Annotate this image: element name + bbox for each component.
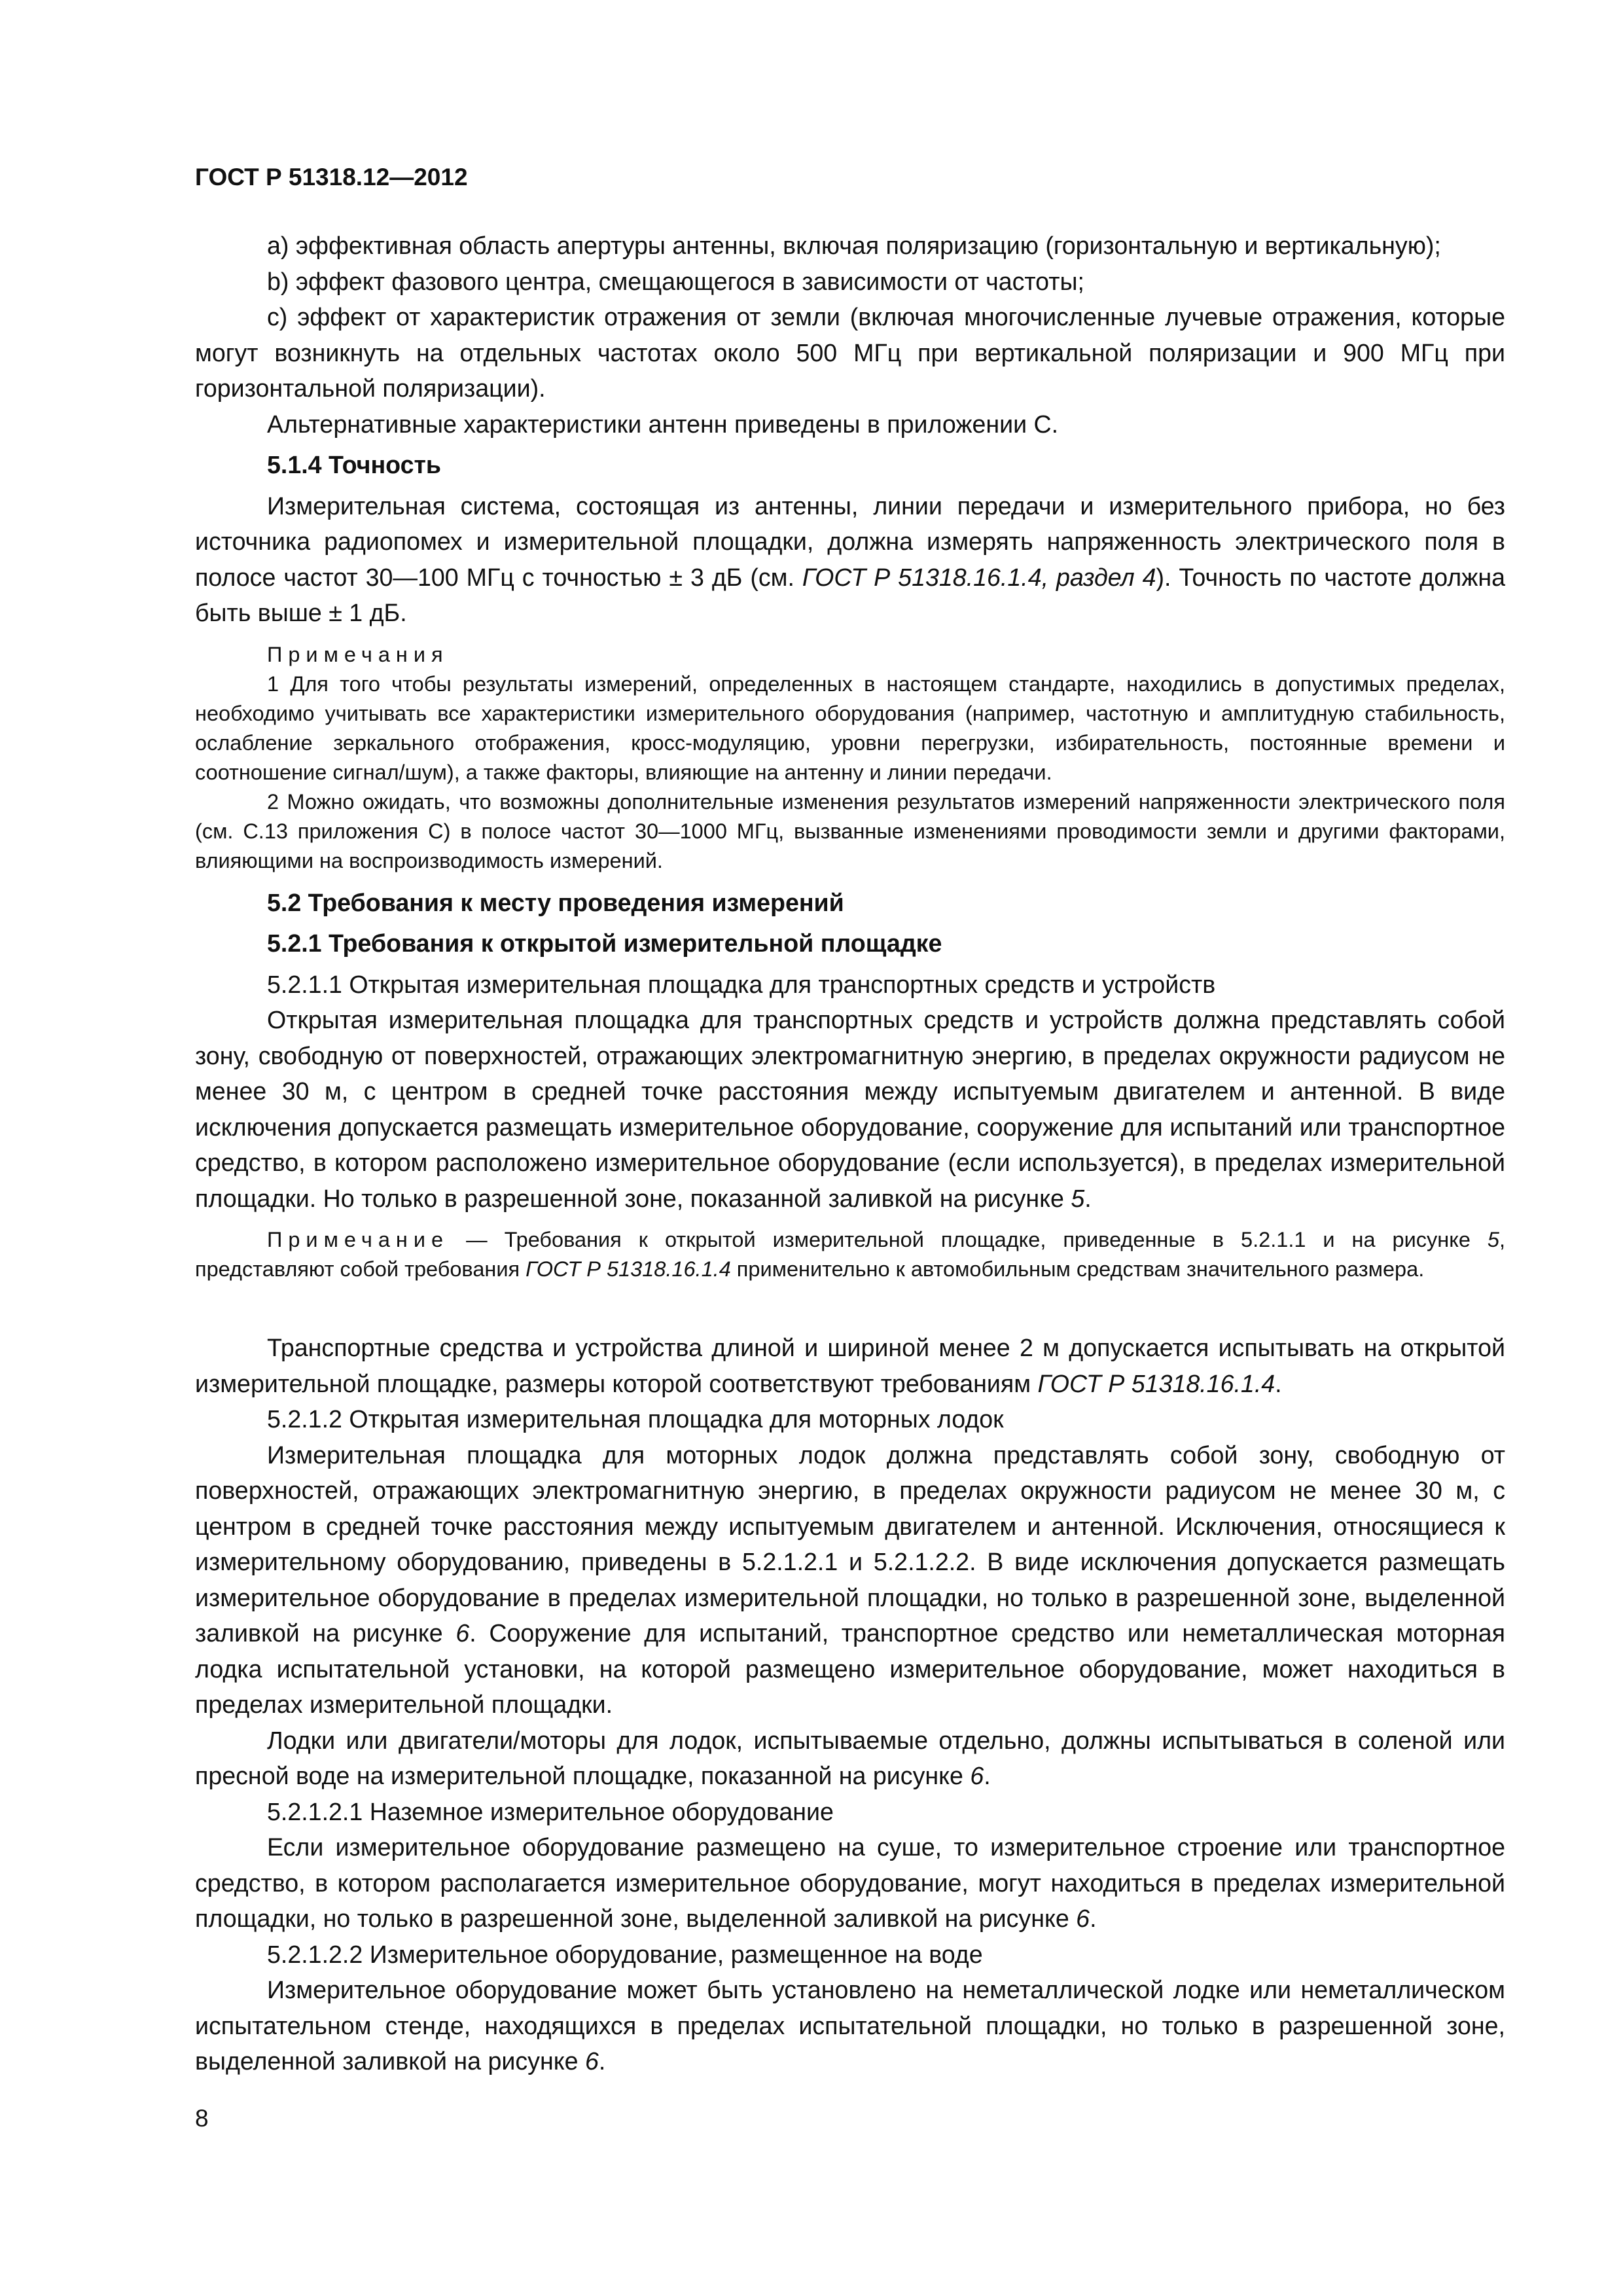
heading-5-1-4: 5.1.4 Точность (267, 451, 441, 478)
accuracy-text-b: ). Точность по частоте должна быть выше ± 1 дБ. (195, 563, 1505, 626)
boats-figure-ref: 6 (970, 1762, 984, 1789)
paragraph-5-2-1-2 (195, 1437, 1505, 1723)
paragraph-5-2-1-2-2 (195, 1972, 1505, 2079)
p5212-figure-ref: 6 (455, 1619, 470, 1647)
p5211-text-a: Открытая измерительная площадка для транспортных средств и устройств должна представлять собой зону, свободную от поверхностей, отражающих электромагнитную энергию, в пределах окружности радиусом не менее 30 м, с центром в средней точке расстояния между испытуемым двигателем и антенной. В виде исключения допускается размещать измерительное оборудование, сооружение для испытаний или транспортное средство, в котором расположено измерительное оборудование (если используется), в пределах измерительной площадки. Но только в разрешенной зоне, показанной заливкой на рисунке (195, 1006, 1505, 1212)
boats-text-b: . (984, 1762, 991, 1789)
note-3 (195, 1225, 1505, 1284)
page-number: 8 (195, 2105, 209, 2132)
p52122-text-a: Измерительное оборудование может быть установлено на неметаллической лодке или неметаллическом испытательном стенде, находящихся в пределах испытательной площадки, но только в разрешенной зоне, выделенной заливкой на рисунке (195, 1976, 1505, 2075)
p52121-figure-ref: 6 (1076, 1905, 1090, 1932)
note-3-text-c: применительно к автомобильным средствам значительного размера. (730, 1257, 1425, 1281)
accuracy-text-a: Измерительная система, состоящая из антенны, линии передачи и измерительного прибора, но без источника радиопомех и измерительной площадки, должна измерять напряженность электрического поля в полосе частот 30—100 МГц с точностью ± 3 дБ (см. (195, 492, 1505, 591)
note-3-label: Примечание (267, 1228, 450, 1251)
p5212-text-b: . Сооружение для испытаний, транспортное средство или неметаллическая моторная лодка испытательной установки, на которой размещено измерительное оборудование, может находиться в пределах измерительной площадки. (195, 1619, 1505, 1718)
notes-title: Примечания (267, 642, 449, 666)
p52121-text-b: . (1090, 1905, 1097, 1932)
heading-5-2-1-2-2: 5.2.1.2.2 Измерительное оборудование, размещенное на воде (267, 1940, 983, 1968)
p5212-text-a: Измерительная площадка для моторных лодок должна представлять собой зону, свободную от поверхностей, отражающих электромагнитную энергию, в пределах окружности радиусом не менее 30 м, с центром в средней точке расстояния между испытуемым двигателем и антенной. Исключения, относящиеся к измерительному оборудованию, приведены в 5.2.1.2.1 и 5.2.1.2.2. В виде исключения допускается размещать измерительное оборудование в пределах измерительной площадки, но только в разрешенной зоне, выделенной заливкой на рисунке (195, 1441, 1505, 1647)
heading-5-2-1: 5.2.1 Требования к открытой измерительной площадке (267, 929, 942, 957)
paragraph-5-2-1-2-1 (195, 1829, 1505, 1937)
note-block-single (195, 1225, 1505, 1284)
accuracy-ref: ГОСТ Р 51318.16.1.4, раздел 4 (802, 563, 1156, 591)
small-standard-ref: ГОСТ Р 51318.16.1.4 (1037, 1369, 1275, 1397)
p52121-text-a: Если измерительное оборудование размещено на суше, то измерительное строение или транспортное средство, в котором располагается измерительное оборудование, могут находиться в пределах измерительной площадки, но только в разрешенной зоне, выделенной заливкой на рисунке (195, 1833, 1505, 1932)
document-body (195, 228, 1505, 2079)
heading-5-2-1-2: 5.2.1.2 Открытая измерительная площадка для моторных лодок (267, 1405, 1004, 1433)
heading-5-2-1-2-1: 5.2.1.2.1 Наземное измерительное оборудование (267, 1797, 834, 1825)
paragraph-5-2-1-1 (195, 1002, 1505, 1216)
boats-text-a: Лодки или двигатели/моторы для лодок, испытываемые отдельно, должны испытываться в соленой или пресной воде на измерительной площадке, показанной на рисунке (195, 1726, 1505, 1789)
small-text-b: . (1275, 1369, 1282, 1397)
alt-characteristics: Альтернативные характеристики антенн приведены в приложении С. (267, 410, 1059, 438)
standard-header: ГОСТ Р 51318.12—2012 (195, 164, 468, 190)
p5211-text-b: . (1084, 1184, 1092, 1212)
p52122-figure-ref: 6 (584, 2047, 599, 2075)
list-item-c: с) эффект от характеристик отражения от земли (включая многочисленные лучевые отражения, которые могут возникнуть на отдельных частотах около 500 МГц при вертикальной поляризации и 900 МГц при горизонтальной поляризации). (195, 303, 1505, 402)
heading-5-2-1-1: 5.2.1.1 Открытая измерительная площадка для транспортных средств и устройств (267, 970, 1216, 998)
spacer (195, 1293, 1505, 1330)
note-2: 2 Можно ожидать, что возможны дополнительные изменения результатов измерений напряженности электрического поля (см. С.13 приложения С) в полосе частот 30—1000 МГц, вызванные изменениями проводимости земли и другими факторами, влияющими на воспроизводимость измерений. (195, 789, 1505, 872)
notes-block (195, 640, 1505, 876)
p5211-figure-ref: 5 (1071, 1184, 1085, 1212)
note-3-figure-ref: 5 (1487, 1228, 1499, 1251)
heading-5-2: 5.2 Требования к месту проведения измерений (267, 888, 844, 916)
paragraph-boats (195, 1723, 1505, 1794)
note-1: 1 Для того чтобы результаты измерений, определенных в настоящем стандарте, находились в допустимых пределах, необходимо учитывать все характеристики измерительного оборудования (например, частотную и амплитудную стабильность, ослабление зеркального отображения, кросс-модуляцию, уровни перегрузки, избирательность, постоянные времени и соотношение сигнал/шум), а также факторы, влияющие на антенну и линии передачи. (195, 672, 1505, 784)
list-item-a: а) эффективная область апертуры антенны, включая поляризацию (горизонтальную и вертикальную); (267, 232, 1441, 259)
p52122-text-b: . (598, 2047, 606, 2075)
note-3-text-b: , представляют собой требования (195, 1228, 1505, 1281)
note-3-standard-ref: ГОСТ Р 51318.16.1.4 (526, 1257, 731, 1281)
paragraph-small-vehicles (195, 1330, 1505, 1401)
paragraph-accuracy (195, 488, 1505, 631)
list-item-b: b) эффект фазового центра, смещающегося в зависимости от частоты; (267, 267, 1084, 295)
small-text-a: Транспортные средства и устройства длиной и шириной менее 2 м допускается испытывать на открытой измерительной площадке, размеры которой соответствуют требованиям (195, 1334, 1505, 1397)
note-3-text-a: — Требования к открытой измерительной площадке, приведенные в 5.2.1.1 и на рисунке (449, 1228, 1488, 1251)
